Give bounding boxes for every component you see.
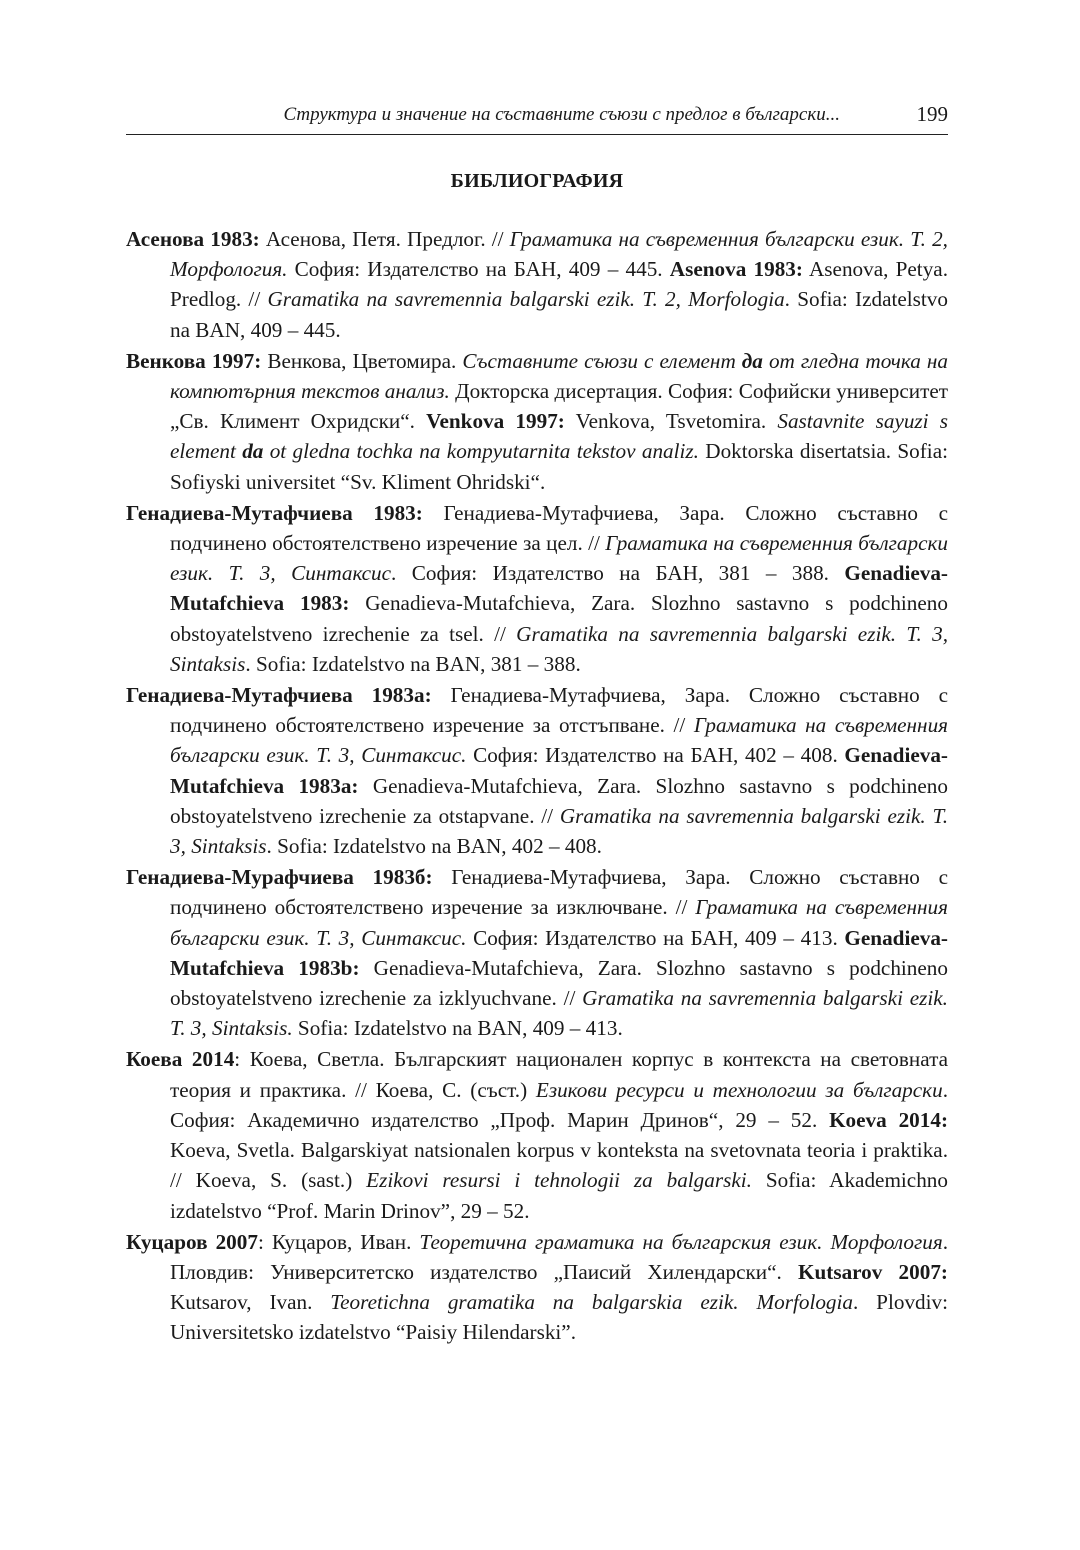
entry-citation-key: Genadieva-Mutafchieva 1983b: [170,925,948,980]
entry-text: Генадиева-Мутафчиева, Зара. Сложно съставно с подчинено обстоятелствено изречение за цел. // [170,500,948,556]
entry-text: . Пловдив: Университетско издателство „Паисий Хилендарски“. [170,1229,948,1284]
entry-text: . София: Академично издателство „Проф. Марин Дринов“, 29 – 52. [170,1077,948,1132]
entry-title: Gramatika na savremennia balgarski ezik. T. 3, Sintaksis [170,621,948,676]
entry-text: Genadieva-Mutafchieva, Zara. Slozhno sastavno s podchineno obstoyatelstveno izrechenie za otstapvane. // [170,773,948,828]
entry-title: Граматика на съвременния български език. Т. 3, Синтаксис. [170,713,949,768]
entry-text: . Sofia: Izdatelstvo na BAN, 409 – 445. [170,287,948,342]
entry-title: Теоретична граматика на българския език. Морфология [419,1229,943,1254]
entry-citation-key: Asenova 1983: [669,257,803,282]
entry-text: Asenova, Petya. Predlog. // [170,257,948,312]
bibliography-entry [126,498,948,679]
entry-emphasis: да [741,348,763,373]
entry-citation-key: Genadieva-Mutafchieva 1983: [170,561,948,616]
entry-citation-key: Генадиева-Мутафчиева 1983а: [126,683,432,708]
bibliography-entry [126,1044,948,1225]
entry-citation-key: Асенова 1983: [126,227,260,251]
entry-text: . Sofia: Izdatelstvo na BAN, 381 – 388. [245,651,581,676]
entry-citation-key: Kutsarov 2007: [798,1259,948,1284]
entry-citation-key: Genadieva-Mutafchieva 1983a: [170,743,948,798]
entry-text: . София: Издателство на БАН, 381 – 388. [391,561,845,586]
entry-text: Venkova, Tsvetomira. [564,409,778,434]
entry-text: Генадиева-Мутафчиева, Зара. Сложно съставно с подчинено обстоятелствено изречение за изключване. // [170,865,948,920]
entry-title: Езикови ресурси и технологии за български [535,1077,943,1102]
entry-title: Gramatika na savremennia balgarski ezik. T. 2, Morfologia [267,287,785,312]
entry-title: от гледна точка на компютърния текстов анализ. [170,348,948,404]
entry-citation-key: Генадиева-Мутафчиева 1983: [126,500,423,525]
entry-title: Gramatika na savremennia balgarski ezik. T. 3, Sintaksis [170,803,948,859]
running-title: Структура и значение на съставните съюзи с предлог в български... [283,104,840,125]
entry-text: София: Издателство на БАН, 409 – 445. [287,257,670,282]
entry-citation-key: Куцаров 2007 [126,1229,258,1254]
entry-title: Съставните съюзи с елемент [462,348,742,373]
entry-citation-key: Venkova 1997: [426,409,565,434]
entry-emphasis: da [242,439,264,464]
bibliography-entry [126,680,948,861]
entry-text: Genadieva-Mutafchieva, Zara. Slozhno sastavno s podchineno obstoyatelstveno izrechenie za tsel. // [170,591,948,646]
entry-text: Асенова, Петя. Предлог. // [259,227,510,251]
entry-text: Докторска дисертация. София: Софийски университет „Св. Климент Охридски“. [170,379,949,434]
entry-citation-key: Коева 2014 [126,1047,235,1072]
bibliography-entry [126,224,948,345]
entry-text: : Куцаров, Иван. [257,1229,420,1254]
entry-title: Граматика на съвременния български език. Т. 2, Морфология. [170,227,948,282]
entry-citation-key: Koeva 2014: [829,1107,948,1132]
entry-title: Sastavnite sayuzi s element [170,409,948,464]
entry-text: Kutsarov, Ivan. [170,1290,331,1315]
entry-text: Doktorska disertatsia. Sofia: Sofiyski universitet “Sv. Kliment Ohridski“. [170,439,948,494]
entry-citation-key: Венкова 1997: [126,348,262,373]
entry-citation-key: Генадиева-Мурафчиева 1983б: [126,865,433,890]
entry-text: . Sofia: Izdatelstvo na BAN, 402 – 408. [266,834,602,859]
entry-text: Венкова, Цветомира. [261,348,463,373]
entry-text: . Plovdiv: Universitetsko izdatelstvo “Paisiy Hilendarski”. [170,1290,949,1345]
bibliography-entry [126,862,948,1043]
bibliography-list [126,224,948,1349]
entry-title: Gramatika na savremennia balgarski ezik. T. 3, Sintaksis. [170,986,948,1041]
section-title: БИБЛИОГРАФИЯ [450,170,624,192]
entry-text: Sofia: Izdatelstvo na BAN, 409 – 413. [292,1016,623,1041]
entry-title: ot gledna tochka na kompyutarnita tekstov analiz. [263,439,699,464]
entry-title: Ezikovi resursi i tehnologii za balgarski. [366,1168,752,1193]
entry-text: Генадиева-Мутафчиева, Зара. Сложно съставно с подчинено обстоятелствено изречение за отстъпване. // [170,683,948,738]
page-number: 199 [916,102,948,126]
entry-title: Граматика на съвременния български език. Т. 3, Синтаксис [170,531,948,586]
running-header [126,98,948,135]
entry-text: София: Издателство на БАН, 402 – 408. [466,743,845,768]
bibliography-entry [126,1227,948,1348]
bibliography-entry [126,346,948,497]
entry-title: Teoretichna gramatika na balgarskia ezik. Morfologia [330,1290,854,1315]
entry-text: Koeva, Svetla. Balgarskiyat natsionalen korpus v konteksta na svetovnata teoria i praktika. // Koeva, S. (sast.) [170,1138,948,1193]
entry-text: София: Издателство на БАН, 409 – 413. [466,925,845,950]
entry-text: Sofia: Akademichno izdatelstvo “Prof. Marin Drinov”, 29 – 52. [170,1168,948,1223]
entry-title: Граматика на съвременния български език. Т. 3, Синтаксис. [170,895,949,950]
entry-text: : Коева, Светла. Българският национален корпус в контекста на световната теория и практика. // Коева, С. (съст.) [170,1047,948,1102]
entry-text: Genadieva-Mutafchieva, Zara. Slozhno sastavno s podchineno obstoyatelstveno izrechenie za izklyuchvane. // [170,955,948,1011]
